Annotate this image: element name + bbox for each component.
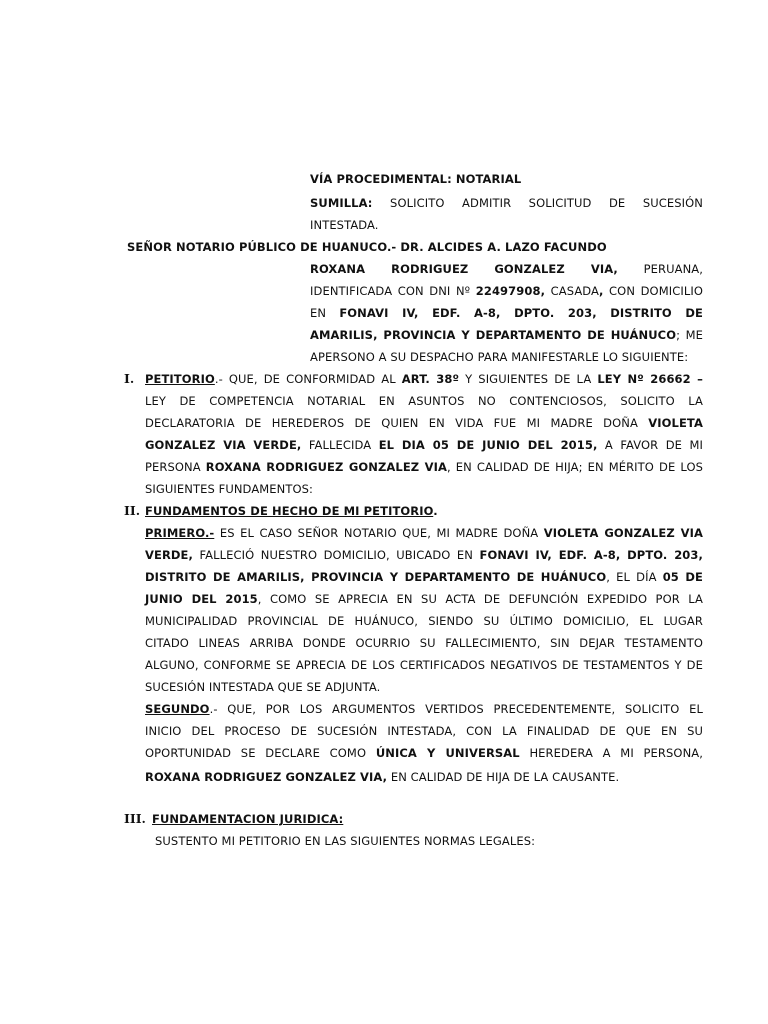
segundo-line-4: ROXANA RODRIGUEZ GONZALEZ VIA, EN CALIDAD DE HIJA DE LA CAUSANTE.	[145, 770, 620, 784]
petitorio-line-6: SIGUIENTES FUNDAMENTOS:	[145, 482, 314, 496]
applicant-line-4: AMARILIS, PROVINCIA Y DEPARTAMENTO DE HUÁNUCO; ME	[310, 328, 703, 342]
primero-line-1: PRIMERO.- ES EL CASO SEÑOR NOTARIO QUE, MI MADRE DOÑA VIOLETA GONZALEZ VIA	[145, 526, 704, 540]
via-procedimental: VÍA PROCEDIMENTAL: NOTARIAL	[310, 172, 522, 186]
primero-line-5: MUNICIPALIDAD PROVINCIAL DE HUÁNUCO, SIENDO SU ÚLTIMO DOMICILIO, EL LUGAR	[145, 614, 703, 628]
primero-line-7: ALGUNO, CONFORME SE APRECIA DE LOS CERTIFICADOS NEGATIVOS DE TESTAMENTOS Y DE	[145, 658, 703, 672]
petitorio-line-1: PETITORIO.- QUE, DE CONFORMIDAD AL ART. 38º Y SIGUIENTES DE LA LEY Nº 26662 –	[145, 372, 704, 386]
section-1-number: I.	[124, 371, 135, 386]
sumilla-line-2: INTESTADA.	[310, 218, 379, 232]
applicant-line-1: ROXANA RODRIGUEZ GONZALEZ VIA, PERUANA,	[310, 262, 703, 276]
applicant-line-2: IDENTIFICADA CON DNI Nº 22497908, CASADA, CON DOMICILIO	[310, 284, 703, 298]
applicant-line-3: EN FONAVI IV, EDF. A-8, DPTO. 203, DISTRITO DE	[310, 306, 703, 320]
segundo-line-1: SEGUNDO.- QUE, POR LOS ARGUMENTOS VERTIDOS PRECEDENTEMENTE, SOLICITO EL	[145, 702, 703, 716]
section-2-number: II.	[124, 503, 141, 518]
section-3-number: III.	[124, 811, 146, 826]
addressee: SEÑOR NOTARIO PÚBLICO DE HUANUCO.- DR. ALCIDES A. LAZO FACUNDO	[127, 240, 607, 254]
primero-line-4: JUNIO DEL 2015, COMO SE APRECIA EN SU ACTA DE DEFUNCIÓN EXPEDIDO POR LA	[145, 592, 703, 606]
applicant-line-5: APERSONO A SU DESPACHO PARA MANIFESTARLE LO SIGUIENTE:	[310, 350, 689, 364]
primero-line-6: CITADO LINEAS ARRIBA DONDE OCURRIO SU FALLECIMIENTO, SIN DEJAR TESTAMENTO	[145, 636, 703, 650]
petitorio-line-5: PERSONA ROXANA RODRIGUEZ GONZALEZ VIA, EN CALIDAD DE HIJA; EN MÉRITO DE LOS	[145, 460, 704, 474]
section-2-title: FUNDAMENTOS DE HECHO DE MI PETITORIO.	[145, 504, 438, 518]
section-3-line-1: SUSTENTO MI PETITORIO EN LAS SIGUIENTES NORMAS LEGALES:	[155, 834, 536, 848]
primero-line-3: DISTRITO DE AMARILIS, PROVINCIA Y DEPARTAMENTO DE HUÁNUCO, EL DÍA 05 DE	[145, 570, 704, 584]
segundo-line-3: OPORTUNIDAD SE DECLARE COMO ÚNICA Y UNIVERSAL HEREDERA A MI PERSONA,	[145, 746, 703, 760]
petitorio-line-4: GONZALEZ VIA VERDE, FALLECIDA EL DIA 05 DE JUNIO DEL 2015, A FAVOR DE MI	[145, 438, 704, 452]
primero-line-2: VERDE, FALLECIÓ NUESTRO DOMICILIO, UBICADO EN FONAVI IV, EDF. A-8, DPTO. 203,	[145, 548, 703, 562]
primero-line-8: SUCESIÓN INTESTADA QUE SE ADJUNTA.	[145, 680, 381, 694]
petitorio-line-3: DECLARATORIA DE HEREDEROS DE QUIEN EN VIDA FUE MI MADRE DOÑA VIOLETA	[145, 416, 703, 430]
segundo-line-2: INICIO DEL PROCESO DE SUCESIÓN INTESTADA, CON LA FINALIDAD DE QUE EN SU	[145, 724, 703, 738]
petitorio-line-2: LEY DE COMPETENCIA NOTARIAL EN ASUNTOS NO CONTENCIOSOS, SOLICITO LA	[145, 394, 703, 408]
section-3-title: FUNDAMENTACION JURIDICA:	[152, 812, 344, 826]
sumilla-line-1: SUMILLA: SOLICITO ADMITIR SOLICITUD DE SUCESIÓN	[310, 196, 703, 210]
